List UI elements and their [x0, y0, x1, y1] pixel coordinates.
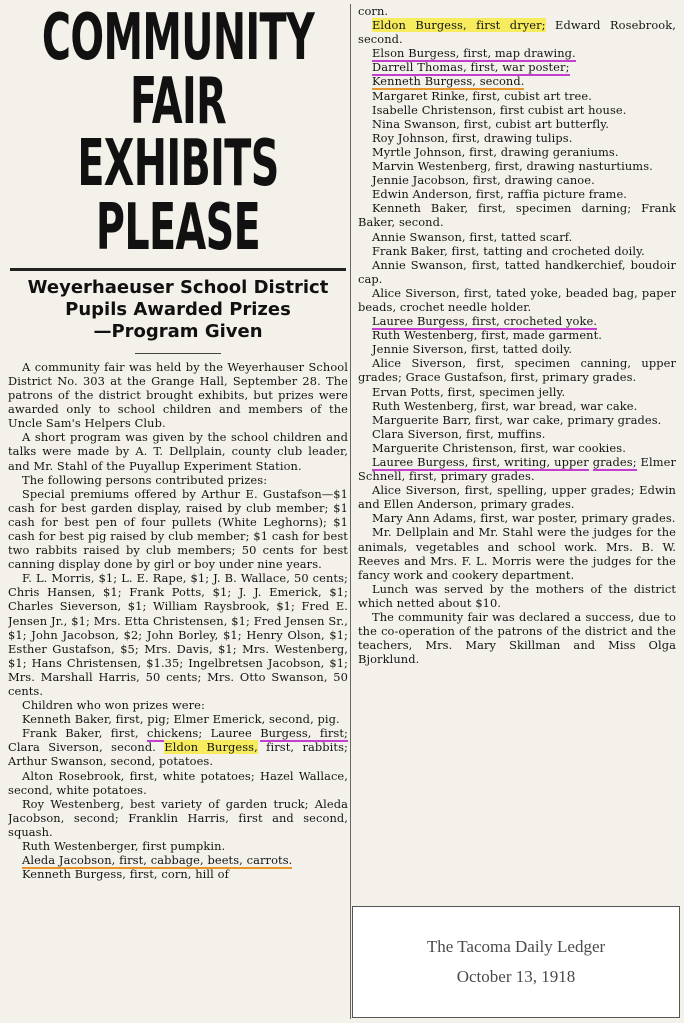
paragraph: Jennie Jacobson, first, drawing canoe. [372, 173, 595, 188]
paragraph: The community fair was declared a success, due to the co-operation of the patrons of the district and the teachers, Mrs. Mary Skillman and Miss Olga Bjorklund. [358, 610, 676, 667]
paragraph-darrell [358, 60, 676, 74]
paragraph: Alice Siverson, first, tated yoke, beaded bag, paper beads, crochet needle holder. [358, 285, 676, 314]
paragraph: A community fair was held by the Weyerhauser School District No. 303 at the Grange Hall, September 28. The patrons of the district brought exhibits, but prizes were awarded only to school children and members of the Uncle Sam's Helpers Club. [8, 359, 348, 431]
paragraph: corn. [358, 4, 389, 18]
underlined-lauree-yoke: Lauree Burgess, first, crocheted yoke. [372, 314, 598, 329]
paragraph: Alton Rosebrook, first, white potatoes; Hazel Wallace, second, white potatoes. [8, 768, 348, 797]
headline-line-1: COMMUNITY FAIR [41, 6, 315, 139]
left-column [8, 6, 348, 1018]
paragraph: Mary Ann Adams, first, war poster, primary grades. [372, 511, 676, 526]
source-title: The Tacoma Daily Ledger [426, 937, 606, 956]
paragraph: Edwin Anderson, first, raffia picture frame. [372, 187, 628, 202]
headline [8, 6, 348, 265]
paragraph: Marguerite Barr, first, war cake, primary grades. [372, 412, 662, 427]
deck-rule [135, 353, 221, 354]
paragraph: Kenneth Baker, first, specimen darning; Frank Baker, second. [358, 201, 676, 230]
paragraph: Marvin Westenberg, first, drawing nasturtiums. [372, 159, 653, 174]
paragraph-underlined-orange [8, 853, 348, 867]
paragraph: Children who won prizes were: [22, 698, 205, 713]
column-divider [350, 4, 351, 1019]
subheadline-line-1: Weyerhaeuser School District [27, 277, 329, 298]
subheadline-line-2: Pupils Awarded Prizes [65, 298, 291, 320]
highlighted-eldon-dryer: Eldon Burgess, first dryer; [372, 18, 546, 33]
paragraph: Annie Swanson, first, tatted handkerchief, boudoir cap. [358, 257, 676, 286]
underlined-lauree-writing: Lauree Burgess, first, writing, [372, 455, 551, 469]
paragraph-kenneth: Kenneth Burgess, first, corn, hill of [22, 867, 229, 882]
underlined-darrell: Darrell Thomas, first, war poster; [372, 60, 570, 75]
underlined-chickens: chickens; [147, 726, 203, 741]
underlined-aleda: Aleda Jacobson, first, cabbage, beets, carrots. [22, 853, 293, 868]
subheadline-line-3: —Program Given [93, 320, 263, 342]
paragraph: Alice Siverson, first, specimen canning, upper grades; Grace Gustafson, first, primary grades. [358, 356, 676, 385]
underlined-grades: grades; [592, 455, 637, 469]
paragraph: Mr. Dellplain and Mr. Stahl were the judges for the animals, vegetables and school work. Mrs. B. W. Reeves and Mrs. F. L. Morris were the judges for the fancy work and cookery department. [358, 525, 676, 582]
paragraph: A short program was given by the school children and talks were made by A. T. Dellplain, county club leader, and Mr. Stahl of the Puyallup Experiment Station. [8, 430, 348, 473]
text-run: Clara Siverson, second. [8, 740, 156, 755]
paragraph: Alice Siverson, first, spelling, upper grades; Edwin and Ellen Anderson, primary grades. [358, 483, 676, 512]
underlined-lauree: Lauree [202, 726, 252, 741]
paragraph: Margaret Rinke, first, cubist art tree. [372, 88, 592, 103]
article-body-right [358, 4, 676, 904]
paragraph: Isabelle Christenson, first cubist art house. [372, 102, 627, 117]
headline-line-2: EXHIBITS PLEASE [77, 127, 279, 265]
underlined-elson-map: Elson Burgess, first, map drawing. [372, 46, 576, 61]
text-run: Elmer Schnell, first, primary grades. [358, 455, 676, 484]
paragraph: Lunch was served by the mothers of the district which netted about $10. [358, 581, 676, 610]
paragraph: Nina Swanson, first, cubist art butterfly. [372, 116, 609, 131]
paragraph-lauree-yoke [358, 314, 676, 328]
article-body-left [8, 360, 348, 881]
paragraph: Myrtle Johnson, first, drawing geraniums. [372, 144, 619, 159]
underlined-burgess-first: Burgess, first; [260, 726, 348, 741]
paragraph: Ruth Westenberg, first, made garment. [372, 328, 602, 343]
paragraph: Ruth Westenberger, first pumpkin. [22, 839, 226, 854]
paragraph: Frank Baker, first, tatting and crocheted doily. [372, 243, 645, 258]
paragraph: The following persons contributed prizes: [22, 472, 268, 487]
paragraph-kenneth-second [358, 74, 676, 88]
paragraph: Ruth Westenberg, first, war bread, war cake. [372, 398, 638, 413]
underlined-upper: upper [550, 455, 589, 469]
paragraph: Clara Siverson, first, muffins. [372, 426, 546, 441]
paragraph-lauree-writing [358, 455, 676, 483]
paragraph-elson [358, 46, 676, 60]
paragraph: Roy Johnson, first, drawing tulips. [372, 130, 573, 145]
text-run: Edward Rosebrook, second. [358, 18, 676, 47]
paragraph: Annie Swanson, first, tatted scarf. [372, 229, 573, 244]
highlighted-eldon-burgess: Eldon Burgess, [164, 740, 258, 755]
winners-paragraph [8, 726, 348, 768]
source-caption-box [352, 906, 680, 1018]
text-run: first, rabbits; Arthur Swanson, second, potatoes. [8, 740, 348, 769]
paragraph-eldon-dryer [358, 18, 676, 46]
paragraph: Ervan Potts, first, specimen jelly. [372, 384, 566, 399]
text-run: Frank Baker, first, [22, 726, 148, 741]
underlined-kenneth-second: Kenneth Burgess, second. [372, 74, 525, 89]
source-date: October 13, 1918 [456, 967, 576, 986]
paragraph: Jennie Siverson, first, tatted doily. [372, 342, 573, 357]
paragraph: Marguerite Christenson, first, war cookies. [372, 440, 626, 455]
paragraph: Special premiums offered by Arthur E. Gustafson—$1 cash for best garden display, raised by club member; $1 cash for best pen of four pullets (White Leghorns); $1 cash for best pig raised by club member; $1 cash for best two rabbits raised by club members; 50 cents for best canning display done by girl or boy under nine years. [8, 486, 348, 572]
paragraph: F. L. Morris, $1; L. E. Rape, $1; J. B. Wallace, 50 cents; Chris Hansen, $1; Frank Potts, $1; J. J. Emerick, $1; Charles Sieverson, $1; William Raysbrook, $1; Fred E. Jensen Jr., $1; Mrs. Etta Christensen, $1; Fred Jensen Sr., $1; John Jacobson, $2; John Borley, $1; Henry Olson, $1; Esther Gustafson, $5; Mrs. Davis, $1; Mrs. Westenberg, $1; Hans Christensen, $1.35; Ingelbretsen Jacobson, $1; Mrs. Marshall Harris, 50 cents; Mrs. Otto Swanson, 50 cents. [8, 571, 348, 699]
paragraph: Roy Westenberg, best variety of garden truck; Aleda Jacobson, second; Franklin Harris, first and second, squash. [8, 796, 348, 839]
subheadline [8, 277, 348, 343]
headline-rule [10, 268, 346, 271]
paragraph: Kenneth Baker, first, pig; Elmer Emerick, second, pig. [22, 712, 340, 727]
